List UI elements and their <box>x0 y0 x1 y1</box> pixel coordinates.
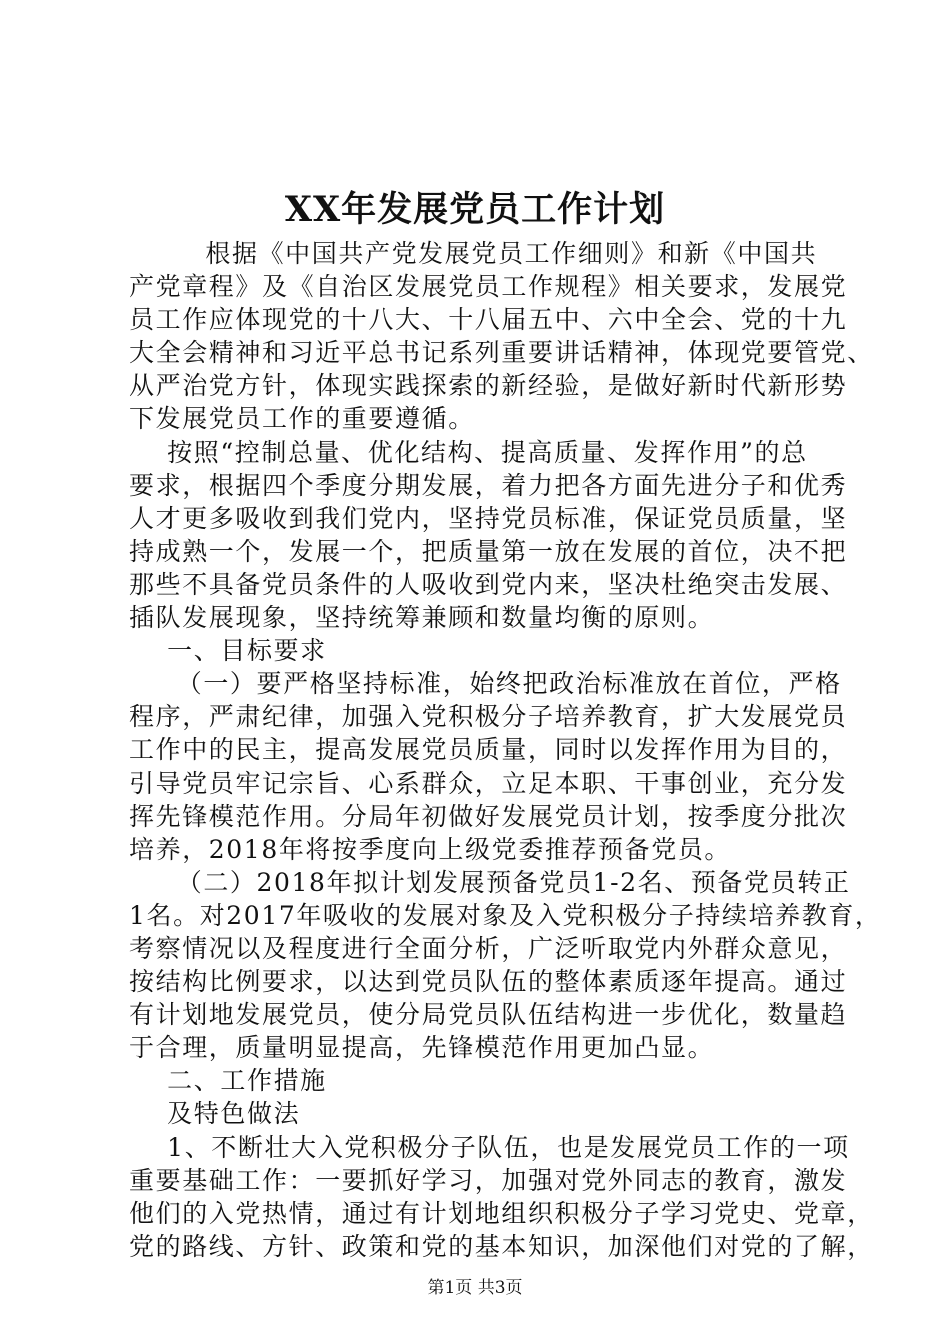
body-line: （二）2018年拟计划发展预备党员1-2名、预备党员转正 <box>129 867 851 897</box>
body-line: 1、不断壮大入党积极分子队伍，也是发展党员工作的一项 <box>129 1132 850 1162</box>
section-heading: 一、目标要求 <box>129 636 327 666</box>
page-footer: 第1页 共3页 <box>427 1278 523 1298</box>
body-line: 插队发展现象，坚持统筹兼顾和数量均衡的原则。 <box>129 603 715 633</box>
body-line: 程序，严肃纪律，加强入党积极分子培养教育，扩大发展党员 <box>129 702 848 732</box>
body-line: 他们的入党热情，通过有计划地组织积极分子学习党史、党章， <box>129 1198 874 1228</box>
body-line: 要求，根据四个季度分期发展，着力把各方面先进分子和优秀 <box>129 470 848 500</box>
body-line: 人才更多吸收到我们党内，坚持党员标准，保证党员质量，坚 <box>129 503 848 533</box>
section-heading: 二、工作措施 <box>129 1066 327 1096</box>
body-line: 工作中的民主，提高发展党员质量，同时以发挥作用为目的， <box>129 735 848 765</box>
body-line: 员工作应体现党的十八大、十八届五中、六中全会、党的十九 <box>129 305 848 335</box>
document-body <box>129 237 882 1263</box>
body-line: 重要基础工作：一要抓好学习，加强对党外同志的教育，激发 <box>129 1165 848 1195</box>
section-heading: 及特色做法 <box>129 1099 301 1129</box>
body-line: 产党章程》及《自治区发展党员工作规程》相关要求，发展党 <box>129 272 848 302</box>
body-line: 那些不具备党员条件的人吸收到党内来，坚决杜绝突击发展、 <box>129 569 848 599</box>
body-line: 于合理，质量明显提高，先锋模范作用更加凸显。 <box>129 1033 715 1063</box>
body-line: 按照“控制总量、优化结构、提高质量、发挥作用”的总 <box>129 437 808 467</box>
body-line: 引导党员牢记宗旨、心系群众，立足本职、干事创业，充分发 <box>129 768 848 798</box>
body-line: 挥先锋模范作用。分局年初做好发展党员计划，按季度分批次 <box>129 801 848 831</box>
body-line: 大全会精神和习近平总书记系列重要讲话精神，体现党要管党、 <box>129 338 874 368</box>
body-line: 持成熟一个，发展一个，把质量第一放在发展的首位，决不把 <box>129 536 848 566</box>
body-line: 考察情况以及程度进行全面分析，广泛听取党内外群众意见， <box>129 933 848 963</box>
body-line: 从严治党方针，体现实践探索的新经验，是做好新时代新形势 <box>129 371 848 401</box>
body-line: 有计划地发展党员，使分局党员队伍结构进一步优化，数量趋 <box>129 1000 848 1030</box>
body-line: 下发展党员工作的重要遵循。 <box>129 404 475 434</box>
body-line: 党的路线、方针、政策和党的基本知识，加深他们对党的了解， <box>129 1231 874 1261</box>
body-line: （一）要严格坚持标准，始终把政治标准放在首位，严格 <box>129 669 842 699</box>
document-title: XX年发展党员工作计划 <box>284 189 666 230</box>
body-line: 根据《中国共产党发展党员工作细则》和新《中国共 <box>129 239 818 268</box>
body-line: 1名。对2017年吸收的发展对象及入党积极分子持续培养教育， <box>129 900 882 930</box>
body-line: 培养，2018年将按季度向上级党委推荐预备党员。 <box>129 834 732 864</box>
body-line: 按结构比例要求，以达到党员队伍的整体素质逐年提高。通过 <box>129 967 848 997</box>
